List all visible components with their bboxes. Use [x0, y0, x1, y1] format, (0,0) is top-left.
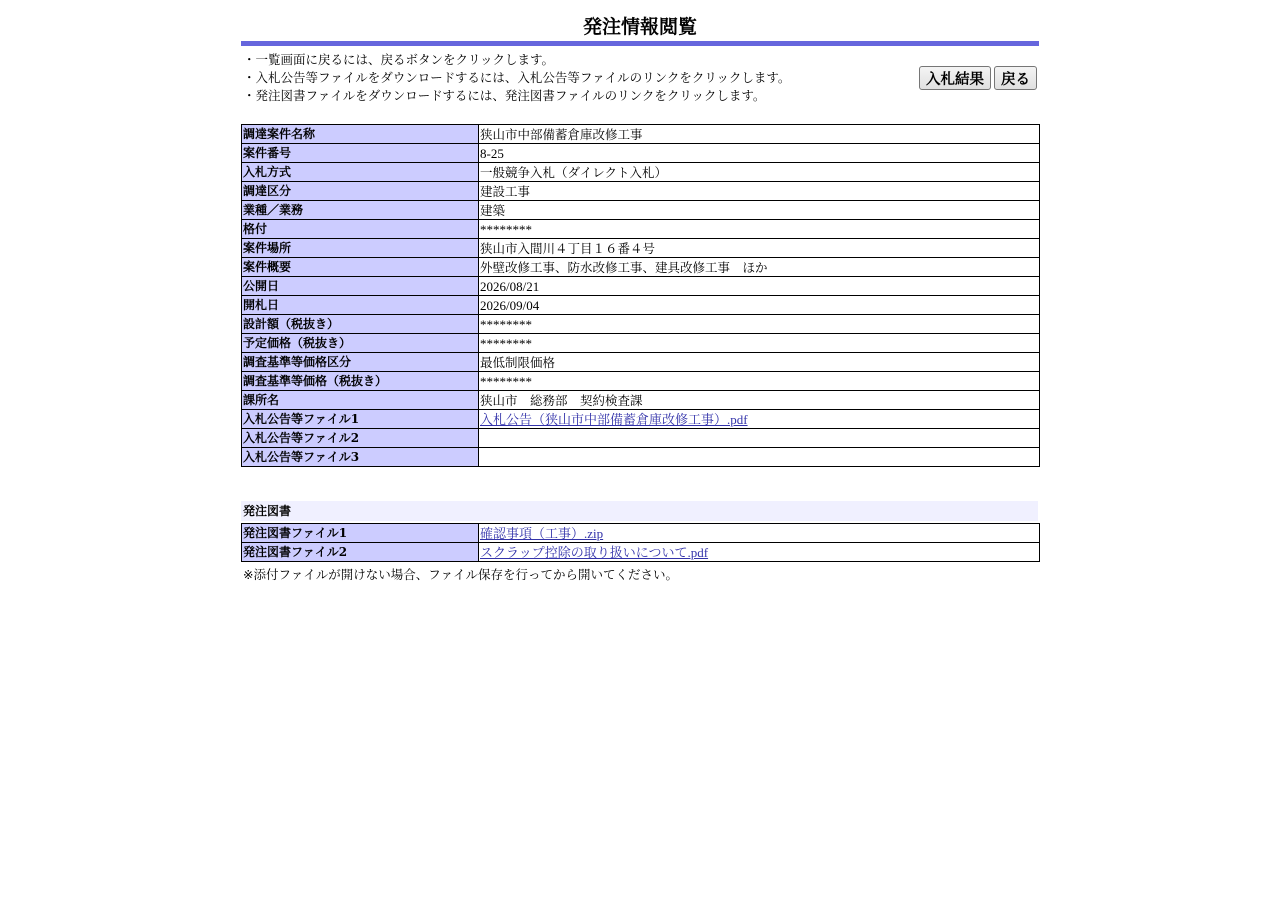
- row-value: [479, 524, 1040, 543]
- table-row: [242, 201, 1040, 220]
- table-row: [242, 144, 1040, 163]
- row-label: 入札方式: [242, 163, 479, 182]
- row-value: 外壁改修工事、防水改修工事、建具改修工事 ほか: [479, 258, 1040, 277]
- row-label: 入札公告等ファイル1: [242, 410, 479, 429]
- page-title: 発注情報閲覧: [582, 16, 697, 38]
- instruction-line: ・発注図書ファイルをダウンロードするには、発注図書ファイルのリンクをクリックします。: [243, 88, 766, 103]
- table-row: [242, 353, 1040, 372]
- row-label: 発注図書ファイル1: [242, 524, 479, 543]
- table-row: [242, 296, 1040, 315]
- bid-result-button[interactable]: 入札結果: [919, 66, 991, 90]
- row-value: 8-25: [479, 144, 1040, 163]
- row-value: 2026/09/04: [479, 296, 1040, 315]
- table-row: [242, 239, 1040, 258]
- row-label: 課所名: [242, 391, 479, 410]
- row-label: 発注図書ファイル2: [242, 543, 479, 562]
- details-table: [241, 124, 1040, 467]
- attachment-footnote: ※添付ファイルが開けない場合、ファイル保存を行ってから開いてください。: [243, 567, 678, 582]
- row-value: 狭山市 総務部 契約検査課: [479, 391, 1040, 410]
- drawing-file-link-1[interactable]: 確認事項（工事）.zip: [480, 525, 604, 541]
- row-value: [479, 429, 1040, 448]
- row-value: 建設工事: [479, 182, 1040, 201]
- row-label: 業種／業務: [242, 201, 479, 220]
- table-row: [242, 125, 1040, 144]
- table-row: [242, 258, 1040, 277]
- row-value: [479, 543, 1040, 562]
- table-row: [242, 372, 1040, 391]
- row-value: 建築: [479, 201, 1040, 220]
- row-label: 調査基準等価格（税抜き）: [242, 372, 479, 391]
- row-label: 案件場所: [242, 239, 479, 258]
- row-label: 格付: [242, 220, 479, 239]
- notice-file-link-1[interactable]: 入札公告（狭山市中部備蓄倉庫改修工事）.pdf: [480, 411, 748, 427]
- row-value: ********: [479, 372, 1040, 391]
- table-row: [242, 429, 1040, 448]
- row-value: 2026/08/21: [479, 277, 1040, 296]
- table-row: [242, 315, 1040, 334]
- action-buttons: [919, 66, 1037, 90]
- row-label: 公開日: [242, 277, 479, 296]
- drawings-section-heading: 発注図書: [241, 501, 1038, 521]
- row-label: 調査基準等価格区分: [242, 353, 479, 372]
- row-value: 一般競争入札（ダイレクト入札）: [479, 163, 1040, 182]
- row-label: 予定価格（税抜き）: [242, 334, 479, 353]
- instructions-list: [243, 51, 790, 105]
- instructions-header: [241, 46, 1039, 124]
- table-row: [242, 163, 1040, 182]
- row-label: 入札公告等ファイル2: [242, 429, 479, 448]
- row-value: [479, 448, 1040, 467]
- instruction-line: ・入札公告等ファイルをダウンロードするには、入札公告等ファイルのリンクをクリックします。: [243, 70, 791, 85]
- row-value: 狭山市中部備蓄倉庫改修工事: [479, 125, 1040, 144]
- row-label: 設計額（税抜き）: [242, 315, 479, 334]
- page-container: [241, 0, 1039, 583]
- drawings-table: [241, 523, 1040, 562]
- table-row: [242, 220, 1040, 239]
- row-value: 狭山市入間川４丁目１６番４号: [479, 239, 1040, 258]
- table-row: [242, 391, 1040, 410]
- back-button[interactable]: 戻る: [994, 66, 1037, 90]
- row-value: ********: [479, 315, 1040, 334]
- drawing-file-link-2[interactable]: スクラップ控除の取り扱いについて.pdf: [480, 544, 709, 560]
- row-label: 案件概要: [242, 258, 479, 277]
- table-row: [242, 448, 1040, 467]
- table-row: [242, 543, 1040, 562]
- row-value: ********: [479, 220, 1040, 239]
- row-label: 案件番号: [242, 144, 479, 163]
- row-value: [479, 410, 1040, 429]
- row-value: 最低制限価格: [479, 353, 1040, 372]
- row-label: 入札公告等ファイル3: [242, 448, 479, 467]
- row-value: ********: [479, 334, 1040, 353]
- table-row: [242, 277, 1040, 296]
- row-label: 調達案件名称: [242, 125, 479, 144]
- row-label: 開札日: [242, 296, 479, 315]
- table-row: [242, 524, 1040, 543]
- instruction-line: ・一覧画面に戻るには、戻るボタンをクリックします。: [243, 52, 555, 67]
- table-row: [242, 410, 1040, 429]
- row-label: 調達区分: [242, 182, 479, 201]
- table-row: [242, 182, 1040, 201]
- table-row: [242, 334, 1040, 353]
